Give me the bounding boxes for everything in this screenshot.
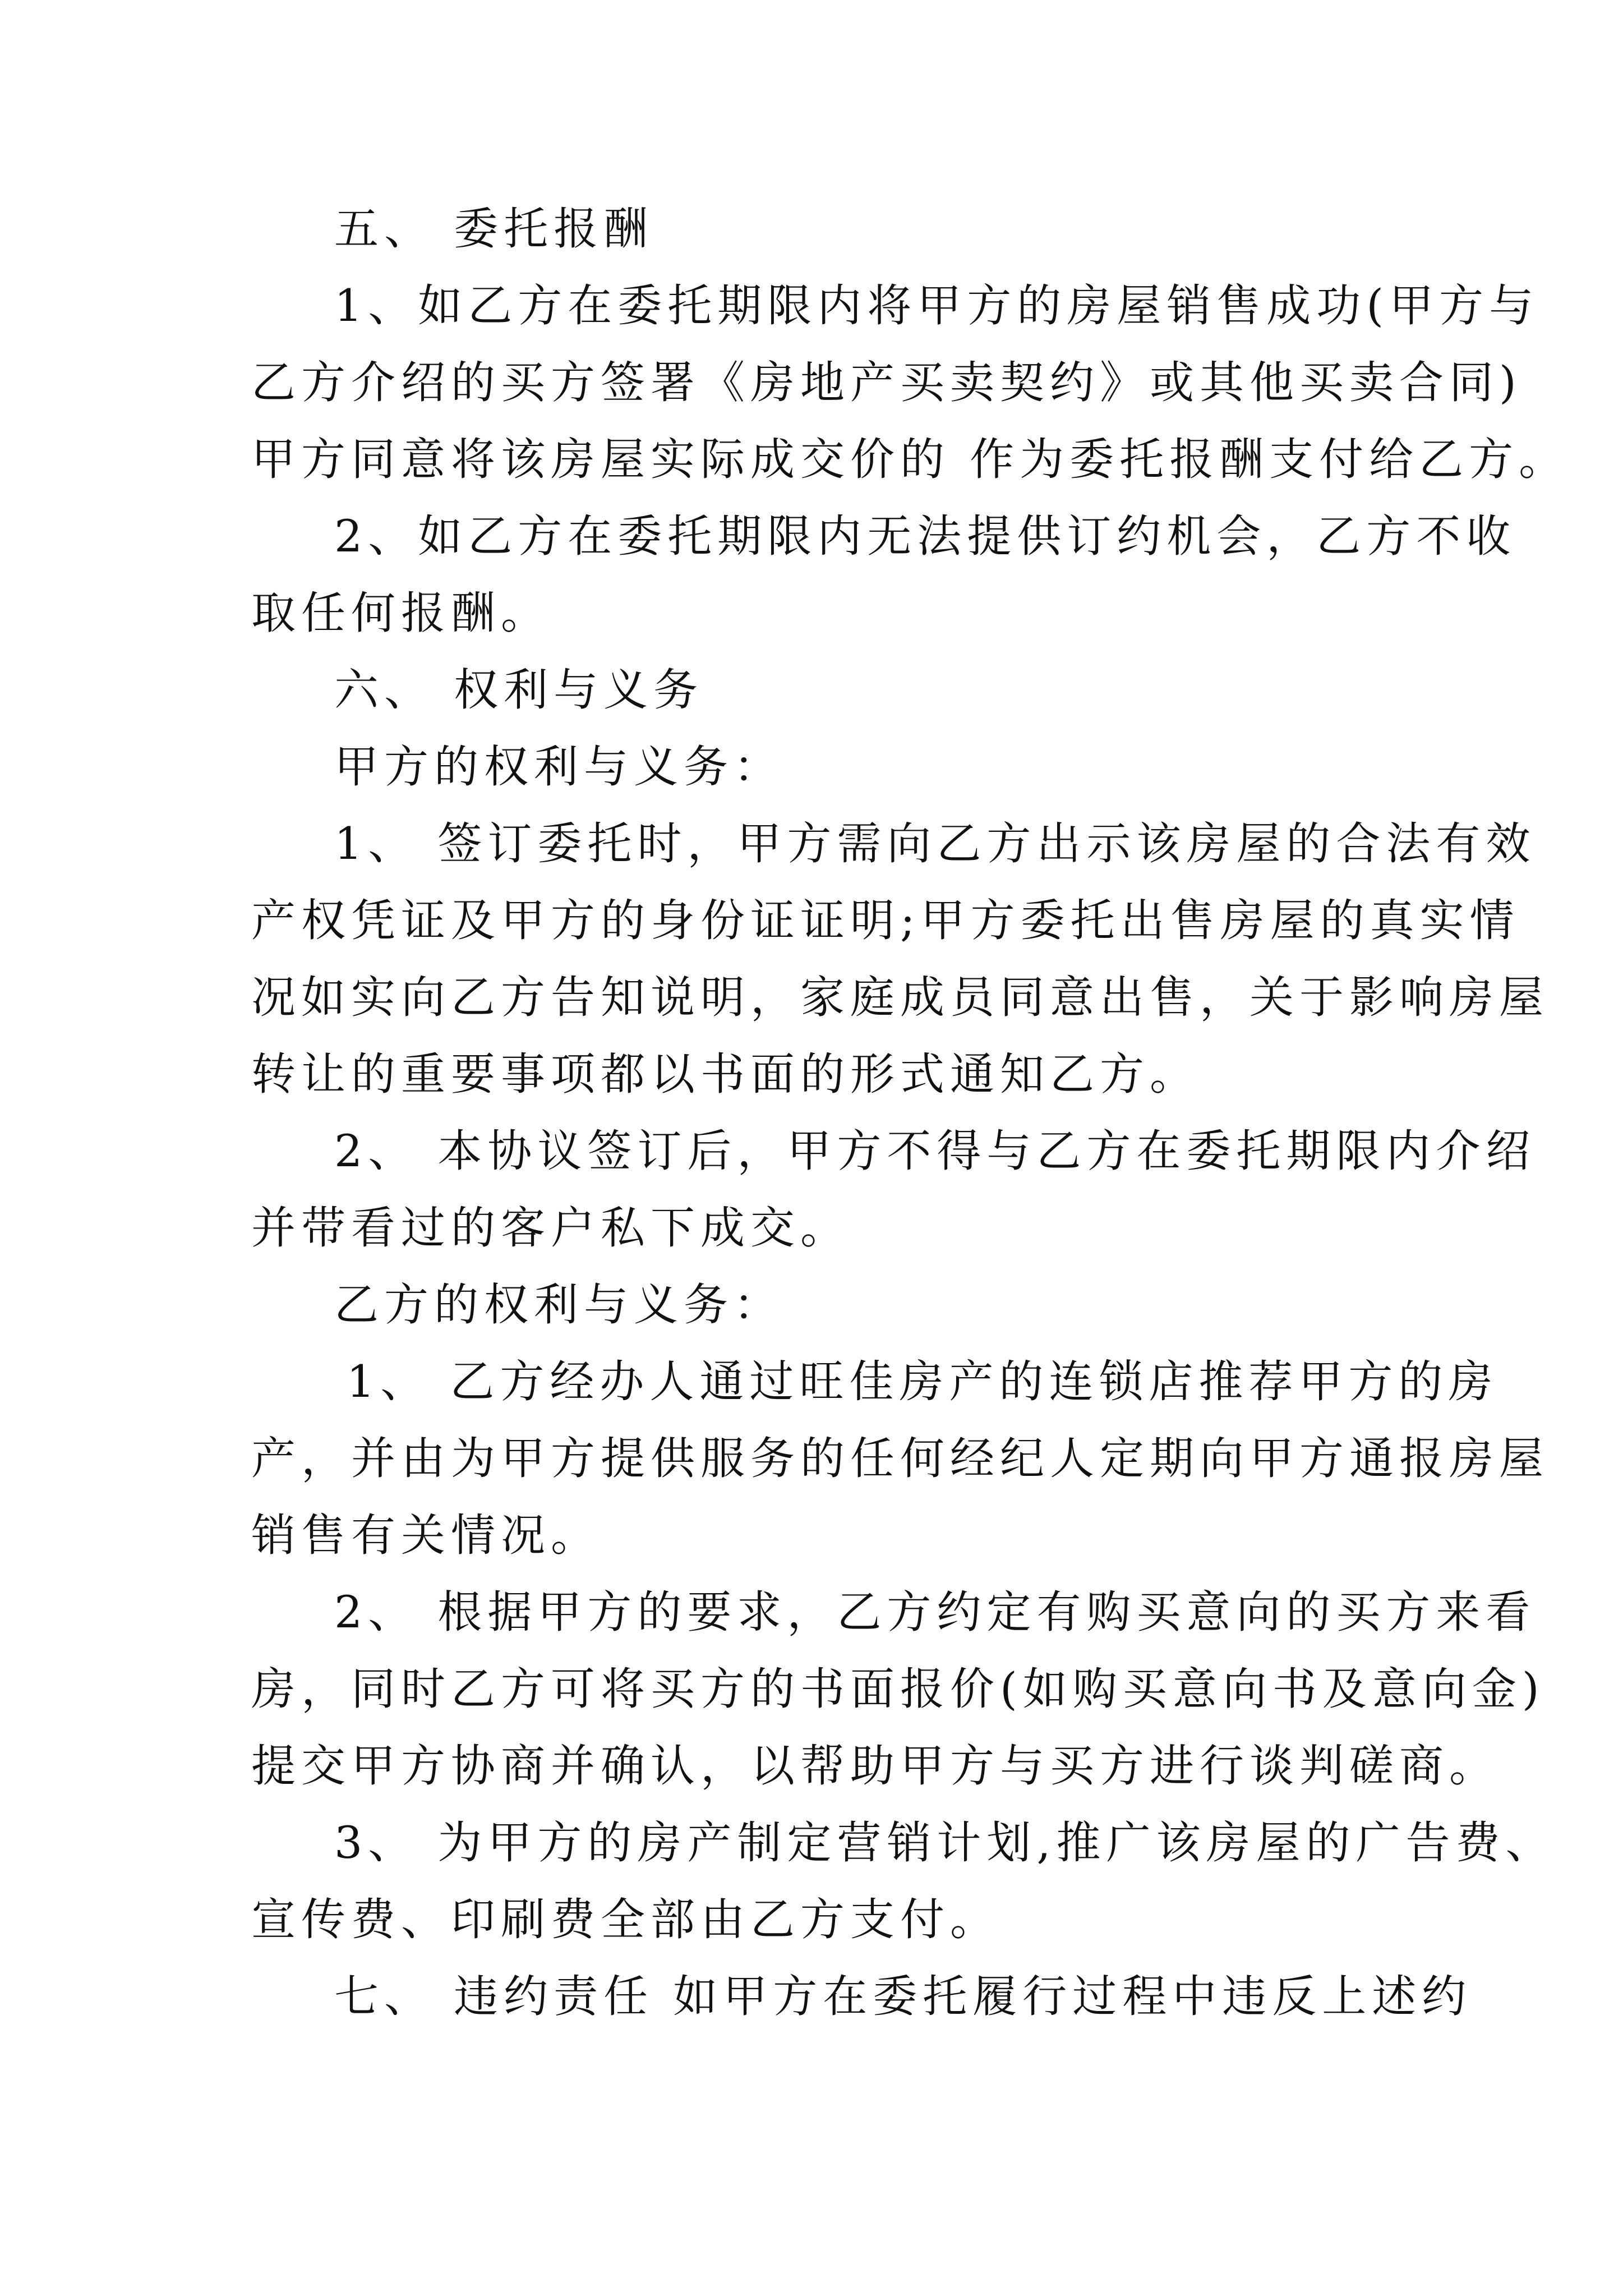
paragraph-line: 况如实向乙方告知说明，家庭成员同意出售，关于影响房屋 [251,972,1549,1023]
document-body [251,191,1569,2035]
paragraph-line: 销售有关情况。 [251,1510,601,1561]
paragraph-line: 产，并由为甲方提供服务的任何经纪人定期向甲方通报房屋 [251,1433,1549,1484]
subheading-party-b: 乙方的权利与义务： [334,1279,783,1331]
paragraph-line: 甲方同意将该房屋实际成交价的 作为委托报酬支付给乙方。 [251,434,1569,485]
paragraph-line: 乙方介绍的买方签署《房地产买卖契约》或其他买卖合同) [251,357,1522,408]
paragraph-line: 2、 根据甲方的要求，乙方约定有购买意向的买方来看 [334,1586,1536,1638]
paragraph-line: 3、 为甲方的房产制定营销计划,推广该房屋的广告费、 [334,1817,1556,1869]
paragraph-line: 产权凭证及甲方的身份证证明;甲方委托出售房屋的真实情 [251,895,1520,946]
paragraph-line: 1、 签订委托时，甲方需向乙方出示该房屋的合法有效 [334,818,1536,869]
paragraph-line: 提交甲方协商并确认，以帮助甲方与买方进行谈判磋商。 [251,1740,1499,1792]
paragraph-line: 并带看过的客户私下成交。 [251,1202,850,1254]
paragraph-line: 2、 本协议签订后，甲方不得与乙方在委托期限内介绍 [334,1125,1536,1177]
paragraph-line: 房，同时乙方可将买方的书面报价(如购买意向书及意向金) [251,1663,1545,1715]
paragraph-line: 转让的重要事项都以书面的形式通知乙方。 [251,1048,1200,1100]
section-heading-seven: 七、 违约责任 如甲方在委托履行过程中违反上述约 [334,1971,1472,2022]
paragraph-line: 1、如乙方在委托期限内将甲方的房屋销售成功(甲方与 [334,280,1539,332]
paragraph-line: 2、如乙方在委托期限内无法提供订约机会，乙方不收 [334,510,1516,562]
paragraph-line: 取任何报酬。 [251,587,551,639]
paragraph-line: 1、 乙方经办人通过旺佳房产的连锁店推荐甲方的房 [347,1356,1498,1407]
paragraph-line: 宣传费、印刷费全部由乙方支付。 [251,1894,1000,1945]
section-heading-five: 五、 委托报酬 [334,203,654,255]
section-heading-six: 六、 权利与义务 [334,664,704,716]
subheading-party-a: 甲方的权利与义务： [334,741,783,793]
